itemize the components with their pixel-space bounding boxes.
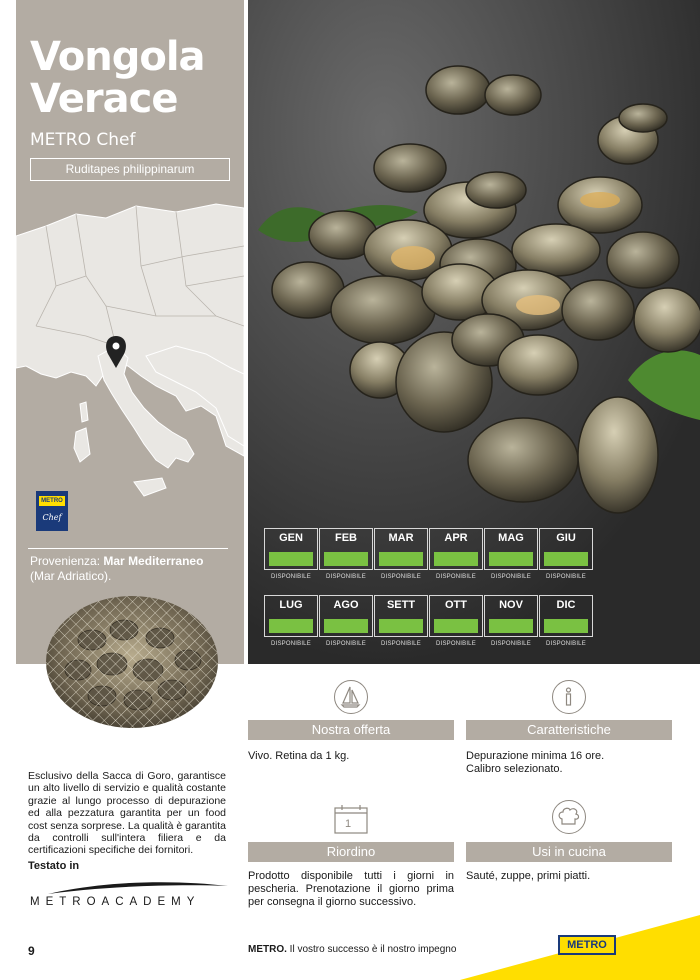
availability-bar: [324, 552, 368, 566]
availability-label: DISPONIBILE: [546, 641, 586, 647]
availability-bar: [489, 619, 533, 633]
month-name: SETT: [386, 599, 416, 611]
sailboat-icon: [334, 680, 368, 714]
availability-label: DISPONIBILE: [271, 574, 311, 580]
availability-bar: [379, 619, 423, 633]
calendar-day-number: 1: [345, 818, 352, 830]
origin-text: [30, 554, 240, 584]
footer-brand: METRO.: [248, 944, 287, 955]
availability-label: DISPONIBILE: [381, 641, 421, 647]
month-cell: [374, 595, 428, 637]
origin-label: Provenienza:: [30, 554, 101, 568]
metro-academy-logo: METROACADEMY: [30, 896, 201, 908]
page-number: 9: [28, 944, 35, 958]
availability-bar: [489, 552, 533, 566]
divider: [28, 548, 228, 549]
month-name: OTT: [445, 599, 467, 611]
month-name: GIU: [556, 532, 576, 544]
footer-slogan-text: Il vostro successo è il nostro impegno: [286, 944, 457, 955]
metro-logo: METRO: [558, 935, 616, 955]
title-line-2: Verace: [30, 76, 178, 122]
month-name: NOV: [499, 599, 523, 611]
month-name: DIC: [556, 599, 576, 611]
latin-name-box: Ruditapes philippinarum: [30, 158, 230, 181]
month-name: LUG: [279, 599, 303, 611]
month-cell: [484, 528, 538, 570]
info-icon: [552, 680, 586, 714]
origin-value: Mar Mediterraneo: [103, 554, 204, 568]
availability-label: DISPONIBILE: [326, 574, 366, 580]
availability-bar: [379, 552, 423, 566]
month-cell: [429, 595, 483, 637]
availability-bar: [434, 619, 478, 633]
tested-label: Testato in: [28, 860, 80, 872]
origin-detail: (Mar Adriatico).: [30, 569, 112, 583]
availability-label: DISPONIBILE: [436, 641, 476, 647]
availability-bar: [544, 619, 588, 633]
availability-label: DISPONIBILE: [546, 574, 586, 580]
availability-bar: [324, 619, 368, 633]
caratteristiche-text: [466, 750, 672, 776]
month-name: APR: [444, 532, 468, 544]
month-cell: [539, 528, 593, 570]
availability-label: DISPONIBILE: [436, 574, 476, 580]
section-header-cucina: Usi in cucina: [466, 842, 672, 862]
availability-label: DISPONIBILE: [381, 574, 421, 580]
product-brand: METRO Chef: [30, 130, 136, 150]
offerta-text: Vivo. Retina da 1 kg.: [248, 750, 350, 762]
month-name: GEN: [279, 532, 303, 544]
month-cell: [374, 528, 428, 570]
availability-bar: [434, 552, 478, 566]
month-cell: [319, 595, 373, 637]
month-cell: [264, 528, 318, 570]
availability-bar: [544, 552, 588, 566]
section-header-offerta: Nostra offerta: [248, 720, 454, 740]
section-header-caratteristiche: Caratteristiche: [466, 720, 672, 740]
availability-bar: [269, 619, 313, 633]
month-cell: [319, 528, 373, 570]
caratteristiche-line-1: Depurazione minima 16 ore.: [466, 750, 605, 762]
availability-label: DISPONIBILE: [326, 641, 366, 647]
month-name: FEB: [335, 532, 357, 544]
month-name: MAR: [388, 532, 414, 544]
month-name: MAG: [498, 532, 524, 544]
availability-label: DISPONIBILE: [491, 574, 531, 580]
logo-chef-text: Chef: [42, 513, 62, 522]
availability-label: DISPONIBILE: [271, 641, 311, 647]
product-title: [30, 36, 240, 120]
chef-hat-icon: [552, 800, 586, 834]
section-header-riordino: Riordino: [248, 842, 454, 862]
title-line-1: Vongola: [30, 34, 205, 80]
availability-label: DISPONIBILE: [491, 641, 531, 647]
clam-net-bag-image: [42, 590, 222, 740]
month-cell: [264, 595, 318, 637]
caratteristiche-line-2: Calibro selezionato.: [466, 763, 563, 775]
month-name: AGO: [333, 599, 359, 611]
footer-slogan: [248, 944, 456, 955]
logo-metro-text: METRO: [39, 496, 65, 506]
europe-map: [16, 196, 244, 516]
month-cell: [429, 528, 483, 570]
product-description: Esclusivo della Sacca di Goro, garantisce un alto livello di servizio e qualità costante grazie al lungo processo di depurazione ed alla pezzatura garantita per un food cost senza sorprese. La qualità è garantita da controlli sull'intera filiera e da certificazioni specifiche dei fornitori.: [28, 770, 226, 857]
availability-calendar: [264, 528, 598, 654]
availability-bar: [269, 552, 313, 566]
riordino-text: Prodotto disponibile tutti i giorni in pescheria. Prenotazione il giorno prima per consegna il giorno successivo.: [248, 870, 454, 908]
month-cell: [484, 595, 538, 637]
cucina-text: Sauté, zuppe, primi piatti.: [466, 870, 591, 882]
month-cell: [539, 595, 593, 637]
metro-chef-logo: [36, 491, 68, 531]
